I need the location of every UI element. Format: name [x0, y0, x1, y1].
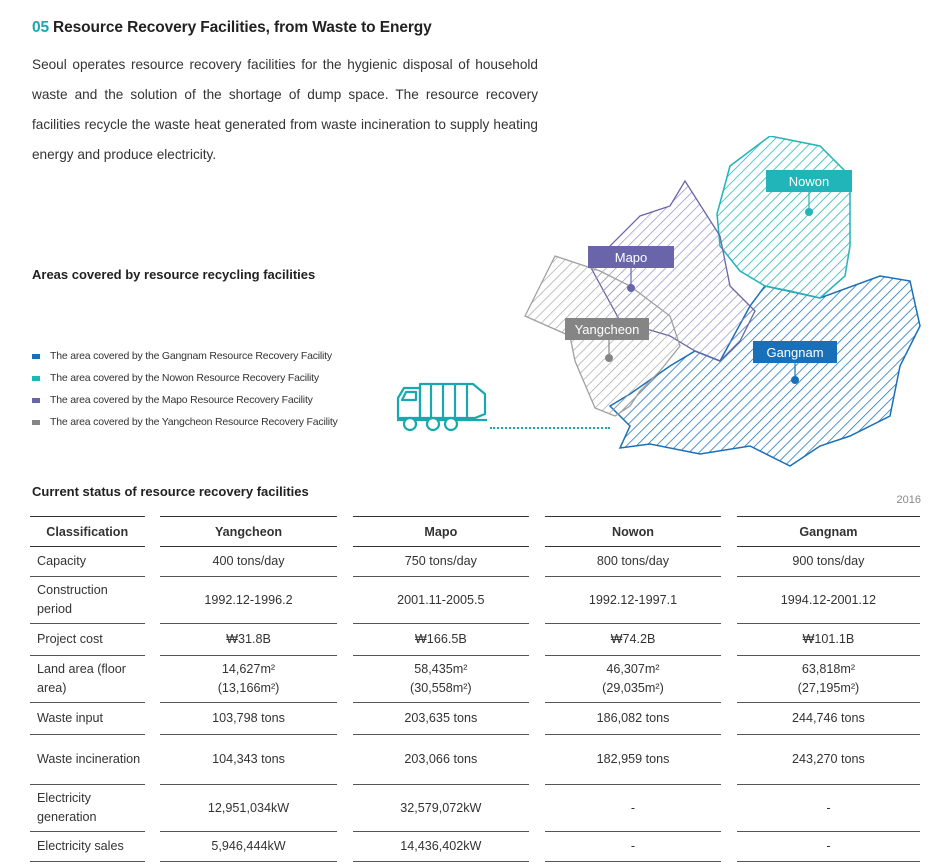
table-cell: 186,082 tons	[545, 703, 721, 735]
intro-paragraph: Seoul operates resource recovery facilities for the hygienic disposal of household waste and the solution of the shortage of dump space. The resource recovery facilities recycle the waste heat generated from waste incineration to supply heating energy and produce electricity.	[32, 57, 538, 162]
map-label-nowon: Nowon	[788, 174, 830, 189]
table-cell: -	[545, 832, 721, 862]
table-row	[30, 735, 920, 785]
table-row	[30, 624, 920, 656]
legend-item-gangnam	[32, 345, 338, 367]
header-mapo: Mapo	[353, 516, 530, 547]
table-cell: 5,946,444kW	[160, 832, 337, 862]
legend-swatch-mapo	[32, 398, 40, 403]
table-cell: 203,635 tons	[353, 703, 530, 735]
row-label: Capacity	[30, 547, 145, 577]
table-cell: 900 tons/day	[737, 547, 920, 577]
land-area: 14,627m²	[221, 662, 276, 676]
land-area: 63,818m²	[801, 662, 856, 676]
map-label-mapo: Mapo	[614, 250, 648, 265]
table-cell: 14,436,402kW	[353, 832, 530, 862]
seoul-district-map	[520, 136, 930, 468]
legend-label: The area covered by the Nowon Resource Recovery Facility	[50, 372, 319, 384]
header-gangnam: Gangnam	[737, 516, 920, 547]
map-label-gangnam: Gangnam	[766, 345, 824, 360]
table-row	[30, 656, 920, 703]
table-cell: 2001.11-2005.5	[353, 577, 530, 624]
map-legend	[32, 345, 338, 433]
table-cell: 243,270 tons	[737, 735, 920, 785]
table-cell: 1992.12-1996.2	[160, 577, 337, 624]
map-marker-yangcheon	[605, 354, 613, 362]
table-cell: 203,066 tons	[353, 735, 530, 785]
table-cell: ₩31.8B	[160, 624, 337, 656]
table-cell: 800 tons/day	[545, 547, 721, 577]
header-nowon: Nowon	[545, 516, 721, 547]
table-cell: 1992.12-1997.1	[545, 577, 721, 624]
header-classification: Classification	[30, 516, 145, 547]
map-marker-nowon	[805, 208, 813, 216]
floor-area: (27,195m²)	[797, 681, 860, 695]
table-cell	[353, 656, 530, 703]
legend-label: The area covered by the Yangcheon Resource Recovery Facility	[50, 416, 338, 428]
legend-item-yangcheon	[32, 411, 338, 433]
table-row	[30, 832, 920, 862]
row-label: Construction period	[30, 577, 145, 624]
table-cell: 244,746 tons	[737, 703, 920, 735]
table-cell: -	[737, 785, 920, 832]
legend-label: The area covered by the Gangnam Resource Recovery Facility	[50, 350, 332, 362]
section-title: Resource Recovery Facilities, from Waste to Energy	[53, 19, 432, 36]
row-label: Land area (floor area)	[30, 656, 145, 703]
legend-swatch-yangcheon	[32, 420, 40, 425]
garbage-truck-icon	[395, 378, 489, 434]
row-label: Waste incineration	[30, 735, 145, 785]
table-cell: ₩101.1B	[737, 624, 920, 656]
table-row	[30, 547, 920, 577]
row-label: Project cost	[30, 624, 145, 656]
legend-label: The area covered by the Mapo Resource Recovery Facility	[50, 394, 313, 406]
map-region-nowon	[717, 136, 850, 298]
land-area: 58,435m²	[414, 662, 468, 676]
row-label: Electricity generation	[30, 785, 145, 832]
floor-area: (29,035m²)	[602, 681, 664, 695]
table-cell: 400 tons/day	[160, 547, 337, 577]
section-number: 05	[32, 19, 50, 36]
status-subtitle: Current status of resource recovery facilities	[32, 484, 309, 499]
floor-area: (13,166m²)	[217, 681, 280, 695]
table-cell: -	[545, 785, 721, 832]
table-cell	[160, 656, 337, 703]
table-cell	[737, 656, 920, 703]
row-label: Electricity sales	[30, 832, 145, 862]
table-cell	[545, 656, 721, 703]
table-cell: 104,343 tons	[160, 735, 337, 785]
map-marker-gangnam	[791, 376, 799, 384]
map-label-yangcheon: Yangcheon	[574, 322, 640, 337]
section-heading	[32, 19, 432, 37]
table-cell: ₩74.2B	[545, 624, 721, 656]
legend-item-mapo	[32, 389, 338, 411]
status-table	[30, 516, 920, 862]
table-cell: 182,959 tons	[545, 735, 721, 785]
legend-swatch-gangnam	[32, 354, 40, 359]
legend-item-nowon	[32, 367, 338, 389]
table-cell: 1994.12-2001.12	[737, 577, 920, 624]
table-row	[30, 703, 920, 735]
table-row	[30, 577, 920, 624]
land-area: 46,307m²	[606, 662, 660, 676]
data-year: 2016	[896, 494, 921, 506]
floor-area: (30,558m²)	[410, 681, 472, 695]
table-cell: 750 tons/day	[353, 547, 530, 577]
legend-swatch-nowon	[32, 376, 40, 381]
table-row	[30, 785, 920, 832]
areas-subtitle: Areas covered by resource recycling facilities	[32, 267, 316, 282]
row-label: Waste input	[30, 703, 145, 735]
table-cell: 12,951,034kW	[160, 785, 337, 832]
header-yangcheon: Yangcheon	[160, 516, 337, 547]
table-header-row	[30, 516, 920, 547]
table-cell: 103,798 tons	[160, 703, 337, 735]
table-cell: ₩166.5B	[353, 624, 530, 656]
table-cell: -	[737, 832, 920, 862]
map-marker-mapo	[627, 284, 635, 292]
table-cell: 32,579,072kW	[353, 785, 530, 832]
